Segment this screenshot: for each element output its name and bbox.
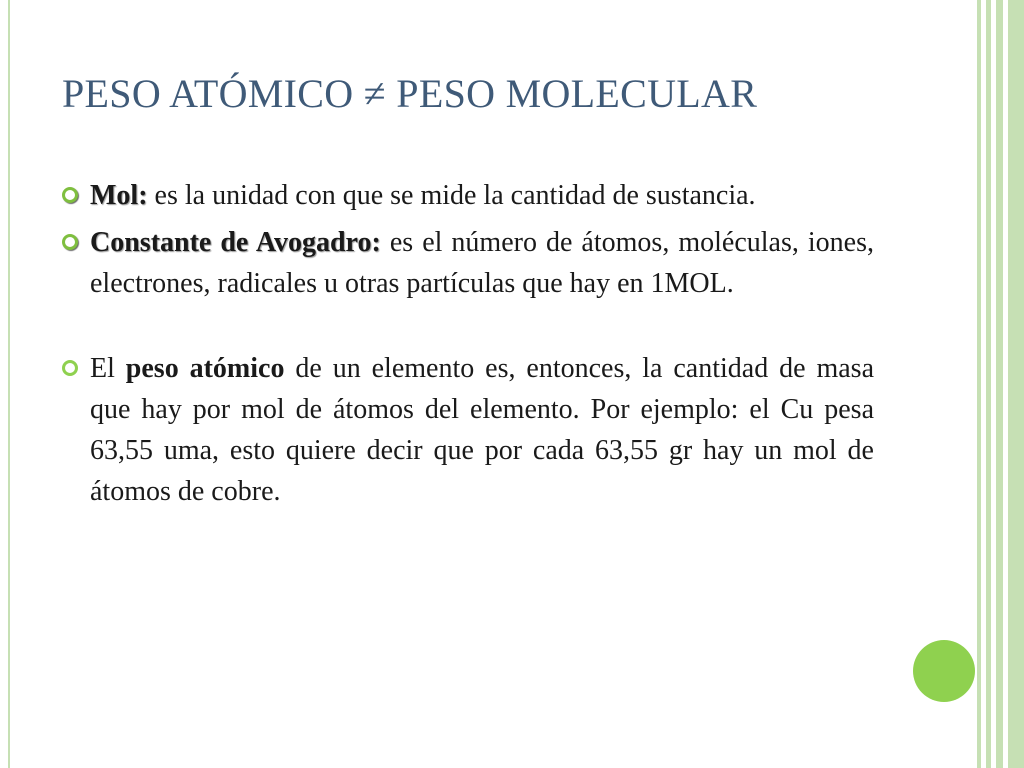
bullet-item-mol — [62, 175, 874, 216]
left-border-line — [8, 0, 10, 768]
term-avogadro: Constante de Avogadro: — [90, 227, 381, 258]
decorative-circle — [913, 640, 975, 702]
right-stripe — [996, 0, 1003, 768]
term-peso-atomico: peso atómico — [125, 353, 285, 384]
bullet-icon — [62, 360, 78, 376]
right-stripe — [1008, 0, 1024, 768]
right-stripe — [977, 0, 981, 768]
bullet-icon — [62, 234, 78, 250]
bullet-item-avogadro — [62, 222, 874, 304]
term-mol: Mol: — [90, 180, 148, 211]
slide-body — [62, 175, 874, 518]
definition-mol: es la unidad con que se mide la cantidad de sustancia. — [147, 180, 756, 211]
definition-peso-atomico: de un elemento es, entonces, la cantidad de masa que hay por mol de átomos del elemento. Por ejemplo: el Cu pesa 63,55 uma, esto quiere decir que por cada 63,55 gr hay un mol de átomos de cobre. — [90, 353, 874, 507]
bullet-item-peso-atomico — [62, 348, 874, 512]
right-stripe — [986, 0, 991, 768]
bullet-icon — [62, 187, 78, 203]
definition-avogadro: es el número de átomos, moléculas, iones, electrones, radicales u otras partículas que hay en 1MOL. — [90, 227, 874, 299]
slide-title: PESO ATÓMICO ≠ PESO MOLECULAR — [62, 71, 758, 116]
prefix-peso-atomico: El — [90, 353, 126, 384]
